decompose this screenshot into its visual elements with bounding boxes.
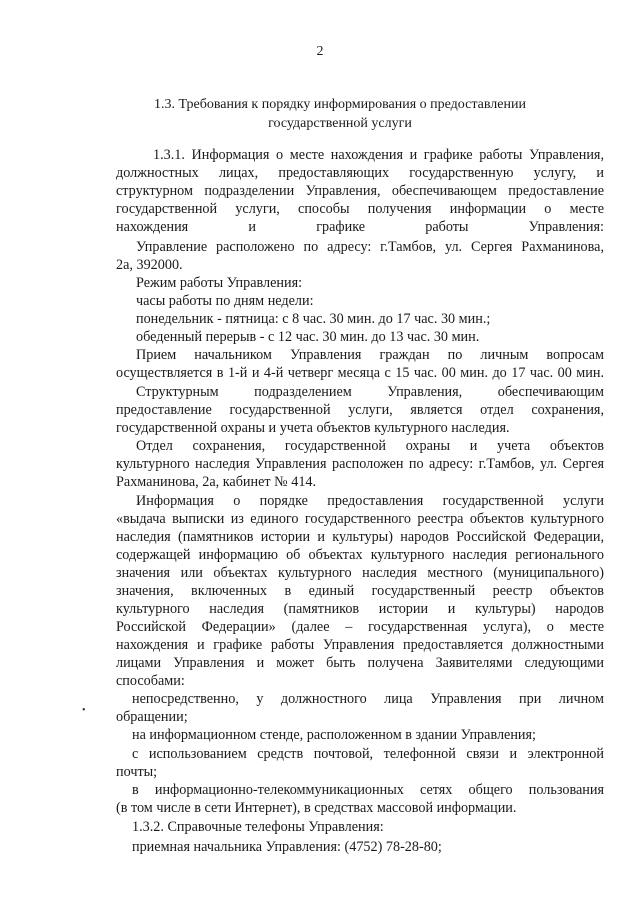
text-line: культурного наследия (памятников истории и культуры) народов [116, 601, 604, 617]
section-heading-line-2: государственной услуги [268, 116, 412, 131]
text-line: 2а, 392000. [116, 257, 183, 273]
text-line: культурного наследия Управления расположен по адресу: г.Тамбов, ул. Сергея [116, 456, 604, 472]
text-line: структурном подразделении Управления, обеспечивающем предоставление [116, 183, 604, 199]
text-line: обращении; [116, 709, 188, 725]
text-line: государственной охраны и учета объектов культурного наследия. [116, 420, 510, 436]
text-line: «выдача выписки из единого государственного реестра объектов культурного [116, 511, 604, 527]
text-line: нахождения и графике работы Управления предоставляется должностными [116, 637, 604, 653]
text-line: 1.3.1. Информация о месте нахождения и графике работы Управления, [153, 147, 604, 163]
text-line: Информация о порядке предоставления государственной услуги [136, 493, 604, 509]
text-line: способами: [116, 673, 185, 689]
section-heading-line-1: 1.3. Требования к порядку информирования о предоставлении [154, 97, 526, 112]
margin-dot: • [82, 705, 86, 716]
text-line: приемная начальника Управления: (4752) 78-28-80; [132, 839, 442, 855]
text-line: осуществляется в 1-й и 4-й четверг месяца с 15 час. 00 мин. до 17 час. 00 мин. [116, 365, 604, 381]
text-line: (в том числе в сети Интернет), в средствах массовой информации. [116, 800, 517, 816]
text-line: должностных лицах, предоставляющих государственную услугу, и [116, 165, 604, 181]
text-line: 1.3.2. Справочные телефоны Управления: [132, 819, 384, 835]
text-line: на информационном стенде, расположенном в здании Управления; [132, 727, 536, 743]
text-line: содержащей информацию об объектах культурного наследия регионального [116, 547, 604, 563]
text-line: государственной услуги, способы получения информации о месте [116, 201, 604, 217]
text-line: в информационно-телекоммуникационных сетях общего пользования [132, 782, 604, 798]
text-line: значения или объектах культурного наследия местного (муниципального) [116, 565, 604, 581]
text-line: наследия (памятников истории и культуры) народов Российской Федерации, [116, 529, 604, 545]
text-line: Прием начальником Управления граждан по личным вопросам [136, 347, 604, 363]
text-line: часы работы по дням недели: [136, 293, 314, 309]
text-line: с использованием средств почтовой, телефонной связи и электронной [132, 746, 604, 762]
text-line: лицами Управления и может быть получена Заявителями следующими [116, 655, 604, 671]
text-line: почты; [116, 764, 158, 780]
page-number: 2 [316, 44, 324, 59]
text-line: значения, включенных в единый государственный реестр объектов [116, 583, 604, 599]
text-line: Отдел сохранения, государственной охраны и учета объектов [136, 438, 604, 454]
text-line: Российской Федерации» (далее – государственная услуга), о месте [116, 619, 604, 635]
section-heading [60, 95, 620, 133]
text-line: предоставление государственной услуги, является отдел сохранения, [116, 402, 604, 418]
text-line: непосредственно, у должностного лица Управления при личном [132, 691, 604, 707]
text-line: Рахманинова, 2а, кабинет № 414. [116, 474, 317, 490]
text-line: Структурным подразделением Управления, обеспечивающим [136, 384, 604, 400]
text-line: Управление расположено по адресу: г.Тамбов, ул. Сергея Рахманинова, [136, 239, 604, 255]
text-line: обеденный перерыв - с 12 час. 30 мин. до 13 час. 30 мин. [136, 329, 480, 345]
text-line: Режим работы Управления: [136, 275, 303, 291]
text-line: нахождения и графике работы Управления: [116, 219, 604, 235]
text-line: понедельник - пятница: с 8 час. 30 мин. до 17 час. 30 мин.; [136, 311, 491, 327]
